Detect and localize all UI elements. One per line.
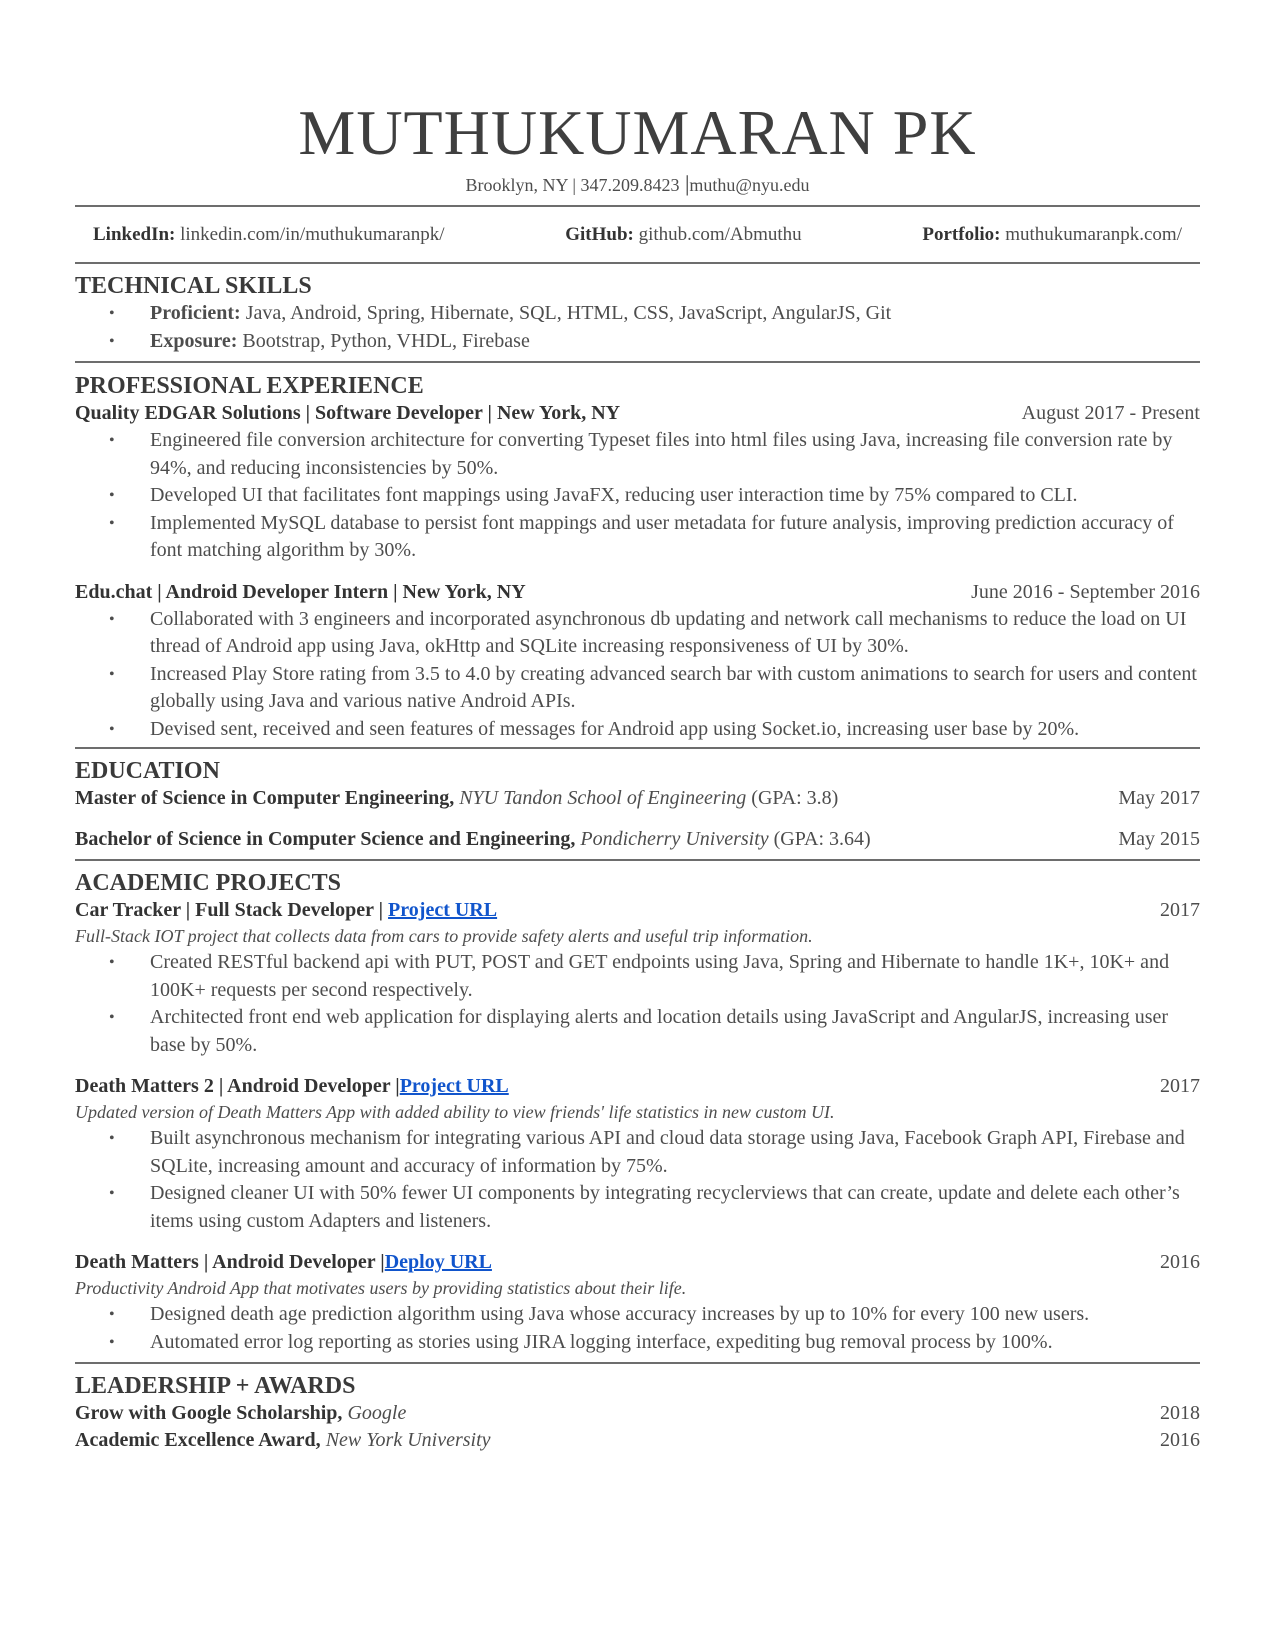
separator: |: [679, 171, 690, 196]
project-description: Updated version of Death Matters App with added ability to view friends' life statistics in new custom UI.: [75, 1102, 835, 1122]
list-item: • Built asynchronous mechanism for integrating various API and cloud data storage using Java, Facebook Graph API, Firebase and SQLite, increasing amount and accuracy of information by 75%.: [75, 1125, 1200, 1180]
list-item: • Designed death age prediction algorithm using Java whose accuracy increases by up to 10% for every 100 new users.: [75, 1301, 1200, 1329]
job-date: June 2016 - September 2016: [971, 580, 1200, 603]
section-title-education: EDUCATION: [75, 758, 220, 784]
list-item: • Exposure: Bootstrap, Python, VHDL, Firebase: [75, 328, 1200, 356]
project-bullets: [75, 1301, 1200, 1356]
award-entry: [75, 1427, 1200, 1454]
award-date: 2018: [1160, 1402, 1200, 1424]
school: NYU Tandon School of Engineering: [454, 787, 747, 809]
list-item: • Implemented MySQL database to persist font mappings and user metadata for future analysis, improving prediction accuracy of font matching algorithm by 30%.: [75, 510, 1200, 565]
project-title: Death Matters | Android Developer |: [75, 1251, 385, 1273]
profile-links: [75, 222, 1200, 248]
project-title: Death Matters 2 | Android Developer |: [75, 1075, 400, 1097]
email-link[interactable]: muthu@nyu.edu: [689, 175, 810, 195]
list-item: • Architected front end web application for displaying alerts and location details using JavaScript and AngularJS, increasing user base by 50%.: [75, 1004, 1200, 1059]
divider: [75, 205, 1200, 207]
list-item: • Collaborated with 3 engineers and incorporated asynchronous db updating and network call mechanisms to reduce the load on UI thread of Android app using Java, okHttp and SQLite increasing responsiveness of UI by 30%.: [75, 606, 1200, 661]
project-bullets: [75, 1125, 1200, 1235]
divider: [75, 262, 1200, 264]
education-date: May 2017: [1118, 787, 1200, 809]
divider: [75, 361, 1200, 363]
portfolio-entry[interactable]: Portfolio: muthukumaranpk.com/: [922, 224, 1182, 245]
separator: |: [567, 175, 581, 195]
project-title: Car Tracker | Full Stack Developer |: [75, 899, 389, 921]
phone: 347.209.8423: [580, 175, 680, 195]
job-bullets: [75, 427, 1200, 565]
project-date: 2017: [1160, 899, 1200, 921]
school: Pondicherry University: [575, 828, 769, 850]
divider: [75, 859, 1200, 861]
section-title-projects: ACADEMIC PROJECTS: [75, 870, 342, 896]
contact-line: [75, 172, 1200, 197]
job-title: Edu.chat | Android Developer Intern | New York, NY: [75, 580, 526, 603]
award-org: Google: [342, 1402, 407, 1424]
divider: [75, 747, 1200, 749]
award-name: Grow with Google Scholarship,: [75, 1402, 343, 1424]
education-entry: [75, 785, 1200, 812]
gpa: (GPA: 3.64): [768, 828, 871, 850]
project-description: Productivity Android App that motivates users by providing statistics about their life.: [75, 1278, 687, 1298]
project-url-link[interactable]: Project URL: [388, 899, 498, 921]
resume-page: [75, 0, 1200, 1454]
degree: Master of Science in Computer Engineering,: [75, 787, 455, 809]
list-item: • Automated error log reporting as stories using JIRA logging interface, expediting bug removal process by 100%.: [75, 1329, 1200, 1357]
project-heading: [75, 1249, 1200, 1276]
candidate-name: MUTHUKUMARAN PK: [298, 97, 977, 168]
project-description: Full-Stack IOT project that collects data from cars to provide safety alerts and useful trip information.: [75, 926, 813, 946]
project-heading: [75, 1073, 1200, 1100]
list-item: • Devised sent, received and seen features of messages for Android app using Socket.io, increasing user base by 20%.: [75, 716, 1200, 744]
job-heading: [75, 400, 1200, 427]
deploy-url-link[interactable]: Deploy URL: [384, 1251, 492, 1273]
education-date: May 2015: [1118, 828, 1200, 850]
job-date: August 2017 - Present: [1021, 402, 1200, 424]
job-title: Quality EDGAR Solutions | Software Developer | New York, NY: [75, 402, 621, 424]
section-title-experience: PROFESSIONAL EXPERIENCE: [75, 373, 424, 399]
award-org: New York University: [320, 1429, 491, 1451]
list-item: • Developed UI that facilitates font mappings using JavaFX, reducing user interaction time by 75% compared to CLI.: [75, 482, 1200, 510]
list-item: • Created RESTful backend api with PUT, POST and GET endpoints using Java, Spring and Hibernate to handle 1K+, 10K+ and 100K+ requests per second respectively.: [75, 949, 1200, 1004]
divider: [75, 1362, 1200, 1364]
list-item: • Designed cleaner UI with 50% fewer UI components by integrating recyclerviews that can create, update and delete each other’s items using custom Adapters and listeners.: [75, 1180, 1200, 1235]
list-item: • Increased Play Store rating from 3.5 to 4.0 by creating advanced search bar with custom animations to search for users and content globally using Java and various native Android APIs.: [75, 661, 1200, 716]
github-entry[interactable]: GitHub: github.com/Abmuthu: [565, 224, 802, 245]
gpa: (GPA: 3.8): [746, 787, 839, 809]
project-url-link[interactable]: Project URL: [399, 1075, 509, 1097]
skills-list: [75, 300, 1200, 355]
list-item: • Proficient: Java, Android, Spring, Hibernate, SQL, HTML, CSS, JavaScript, AngularJS, Git: [75, 300, 1200, 328]
award-name: Academic Excellence Award,: [75, 1429, 321, 1451]
project-bullets: [75, 949, 1200, 1059]
linkedin-entry[interactable]: LinkedIn: linkedin.com/in/muthukumaranpk/: [93, 224, 445, 245]
location: Brooklyn, NY: [465, 175, 568, 195]
job-bullets: [75, 606, 1200, 744]
award-entry: [75, 1400, 1200, 1427]
education-entry: [75, 826, 1200, 853]
degree: Bachelor of Science in Computer Science and Engineering,: [75, 828, 576, 850]
job-heading: [75, 579, 1200, 606]
project-heading: [75, 897, 1200, 924]
section-title-awards: LEADERSHIP + AWARDS: [75, 1373, 356, 1399]
project-date: 2017: [1160, 1075, 1200, 1097]
project-date: 2016: [1160, 1251, 1200, 1273]
section-title-skills: TECHNICAL SKILLS: [75, 273, 312, 299]
award-date: 2016: [1160, 1429, 1200, 1451]
list-item: • Engineered file conversion architecture for converting Typeset files into html files using Java, increasing file conversion rate by 94%, and reducing inconsistencies by 50%.: [75, 427, 1200, 482]
